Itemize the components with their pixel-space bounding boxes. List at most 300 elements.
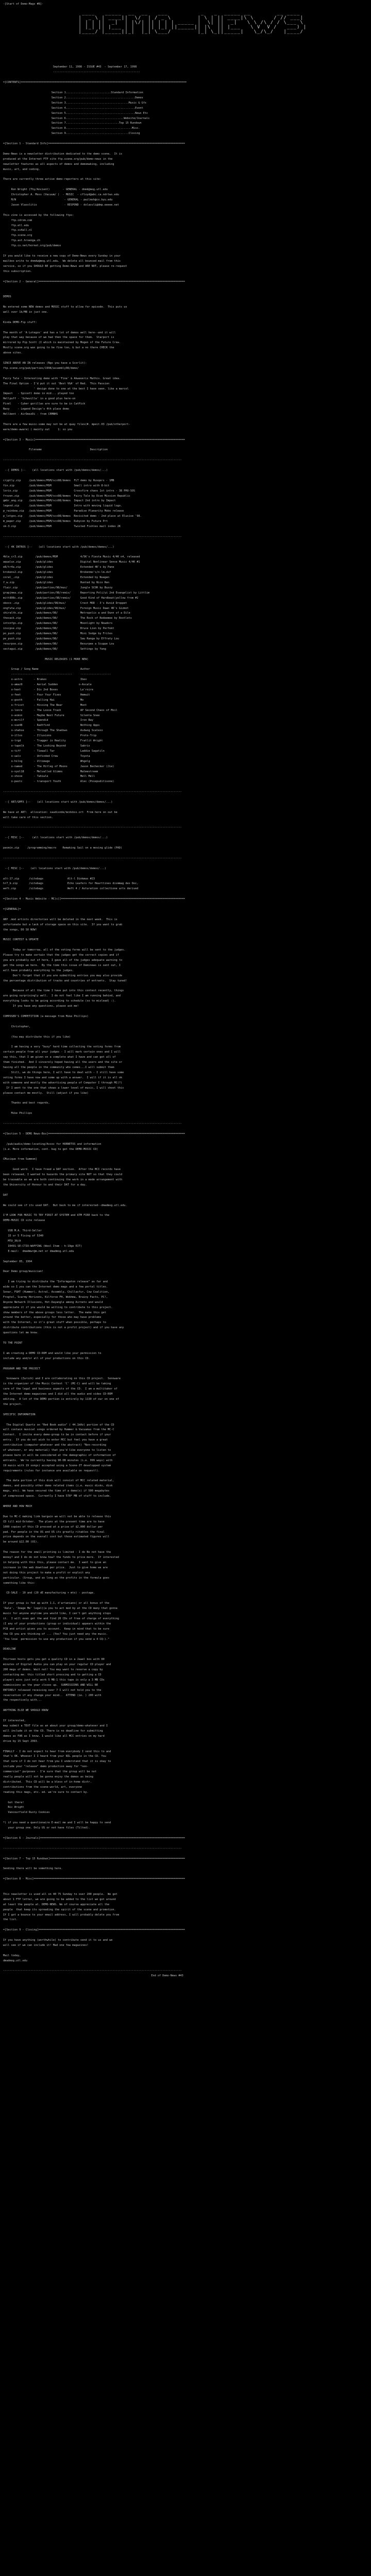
text-line	[3, 1923, 368, 1928]
text-line: ENTIRELY released receiving over 7 I will not hold you to the	[3, 1688, 102, 1692]
text-line: legend.zip /pub/demos/MSM Intro with moving liquid logo.	[3, 504, 123, 508]
text-line: Dear Demo group/musician!	[3, 1270, 44, 1274]
text-line: o-frisst - Hissing The Bear Mont	[3, 703, 87, 707]
text-line	[3, 1020, 368, 1025]
text-line: be around $22.00 (US).	[3, 1540, 39, 1544]
text-line: Fairy Tale - Interesting demo with 'Fine' & Akwaveris Mathis. Great idea.	[3, 377, 121, 380]
text-line: distributed. This CD will be a bless of in-home distr.	[3, 1780, 92, 1784]
text-line: Section 7.................................Top 15 Rundown	[3, 122, 142, 125]
text-line	[3, 1964, 368, 1969]
text-line	[3, 1586, 368, 1591]
text-line: If I got a bounce to your email address, I will probably delete you from	[3, 1913, 119, 1917]
text-line: them finished. And I sincerely hoped having all the users and the site or	[3, 1061, 123, 1064]
text-line	[3, 1162, 368, 1167]
text-line	[3, 147, 368, 152]
text-line: USB M.A. Third-Seller	[3, 1229, 42, 1233]
text-line: o-lonre - The Loose Trash AP Second Chaos of Moil	[3, 708, 117, 712]
text-line: September 05, 1994	[3, 1260, 32, 1263]
text-line: at least the people at. DEMO-NEWS. We of course appreciate all the	[3, 1903, 110, 1906]
text-line	[3, 371, 368, 377]
text-line: DEADLINE	[3, 1648, 16, 1651]
text-line: /pub/audio/demo-locating/Assoc for HORNETOS and information	[3, 1142, 102, 1146]
text-line: contributions from the scene-world, art, everyone	[3, 1785, 82, 1789]
text-line: PROGRAM AND THE PROJECT	[3, 1367, 40, 1370]
text-line	[3, 1872, 368, 1877]
text-line: been released, I wanted to hazards the primary site NOT so that they could	[3, 1173, 123, 1177]
text-line	[3, 1224, 368, 1229]
text-line	[3, 1882, 368, 1887]
text-line: If interested,	[3, 1719, 26, 1723]
text-line: Please try to make certain that the judges get the correct copies and if	[3, 954, 119, 957]
text-line	[3, 1795, 368, 1801]
text-line	[3, 356, 368, 361]
text-line: ongfutw.zip /pub/glides/98/mus/ Foreign Music Dawn 4K's Gizmot	[3, 606, 129, 610]
text-line	[3, 75, 368, 80]
text-line: Sonoware (Zurich) and I are collaborating on this CD project. Sonoware	[3, 1377, 121, 1381]
text-line: WHERE AND HOW MUCH	[3, 1505, 32, 1508]
text-line	[3, 821, 368, 826]
text-line	[3, 1152, 368, 1157]
text-line: the Internet demo magazines and I did all the audio and video CD-ROM	[3, 1393, 113, 1396]
text-line: Jason Vlasvlitis - RESPOND - dvlasvli@dmp.eeeee.net	[3, 203, 119, 207]
text-line: the percentage distribution of tracks and countries of entrants. Stay tuned!	[3, 979, 127, 982]
text-line	[3, 1474, 368, 1479]
text-line	[3, 1362, 368, 1367]
text-line: Section 5...........................................News Etc	[3, 111, 148, 115]
text-line: The Final Option - I'd put it out 'Best VGA' of Red. This Passion	[3, 382, 110, 385]
text-line: people that keep its spreading the spirit of the scene and promotion.	[3, 1908, 116, 1911]
text-line: Ron Wright (Thy/Ancient) - GENERAL - dnmd@mog.utl.edu	[3, 188, 108, 192]
text-line	[3, 50, 368, 55]
text-line: ware/demo-aware) ( mainly out 1: so you	[3, 428, 73, 431]
text-line: PCB and artist gives you to account. Keep in mind that to be sure	[3, 1627, 110, 1631]
text-line: --[ ART/GMFX ]-- (all locations start with /pub/demos/demos/...)	[3, 800, 113, 804]
text-line	[3, 1188, 368, 1193]
text-line	[3, 40, 368, 45]
text-line: o-morilf - Spendid Iron Bay	[3, 719, 93, 722]
text-line: =[CONTENTS]=======================================================================================================	[3, 81, 187, 84]
text-line: something like this:	[3, 1581, 36, 1585]
text-line: o-xhoxe - Tahiwle Mell Mell	[3, 775, 95, 778]
text-line: show members of the above groups less letter. The make this get	[3, 1311, 106, 1314]
text-line: Section 9.......................................Closing	[3, 132, 140, 135]
text-line	[3, 550, 368, 555]
text-line: dmadmog.utl.edu	[3, 1959, 27, 1962]
text-line: may submit a TEXT file as an about your group/demo-whatever and I	[3, 1724, 108, 1727]
text-line: 1000 copies of this CD pressed at a price of $2,000 dollar per	[3, 1525, 103, 1529]
text-line: If you have anything (worthwhile) to contribute send it to us and we	[3, 1939, 113, 1942]
text-line: o-illos - Illusions Proto-Trip	[3, 734, 97, 738]
text-line: ANYTHING ELSE WE SHOULD KNOW	[3, 1709, 48, 1713]
text-line	[3, 1596, 368, 1601]
text-line: ---------------------------------------------------------------------------------------------------------------	[3, 1846, 182, 1850]
text-line: p_rainbow.zip /pub/demos/MSM Paradise Planarity Mobo release	[3, 510, 124, 513]
text-line	[3, 326, 368, 331]
text-line: with someone and mostly the advertising people of Computer I through MC(?)	[3, 1081, 123, 1084]
text-line: 15 or 5 Fixing of 5340	[3, 1234, 44, 1238]
text-line: I am having a very "busy" hard time collecting the voting forms from	[3, 1045, 121, 1049]
text-line	[3, 1371, 368, 1377]
text-line: M/N - GENERAL - pwilmsh@cs.byu.edu	[3, 198, 113, 201]
text-line: the CD you are thinking of ... (Yes? You just need any the music.	[3, 1632, 108, 1636]
ascii-logo: ____ _____ __ __ ___ _ _ _____ __ __ ____ | _ \ | ____|| \/ | / _ \ | \ | || ____|\ \ / // ___| | | | || _| | |\/| || | | | _____ | \| || _| \ \ /\ / / \___ \ | |_| || |___ | | | || |_| ||_____|| |\ || |___ \ V V / ___) | |____/ |_____||_| |_| \___/ |_| \_||_____| \_/\_/ |____/	[78, 10, 307, 35]
text-line: 19 musis with 19 songs) accepted using a Scene-IT developped system	[3, 1464, 111, 1467]
text-line	[3, 1275, 368, 1280]
text-line: Impact - Spicetl demo in mid... played too	[3, 392, 74, 396]
text-line: m_paper.zip /pub/demos/MSM/scs98/demos Rubycon by Future Prt	[3, 520, 108, 523]
text-line: Section 3.......................................Music & Gfx	[3, 101, 146, 105]
text-line	[3, 1346, 368, 1351]
text-line: is the organizer of the Music Contest 'C' (MC-C) and will be taking	[3, 1382, 111, 1386]
text-line: =[Section 7 - Top 15 Rundown]====================================================================================	[3, 1857, 185, 1860]
text-line	[3, 1106, 368, 1111]
text-line: sectagui.zip /pub/demos/98/ Settings by Yang	[3, 647, 106, 651]
text-line: of whatever, or any material) that you'd like everyone to listen to	[3, 1449, 111, 1452]
text-line: get the songs we here. By the time this issue of Deminews is sent out, I	[3, 963, 121, 967]
text-line	[3, 417, 368, 422]
text-line: Section 4...........................................Event	[3, 106, 143, 110]
text-line: po_push.zip /pub/demos/98/ Mini Sodge by Frites	[3, 632, 113, 636]
text-line: Christopher,	[3, 1025, 31, 1028]
text-line: this subscription.	[3, 269, 32, 273]
text-line: This zine is accessed by the following ftps:	[3, 213, 74, 217]
text-line: contribution (computer-whatever and the abstract) "Non-recording	[3, 1444, 106, 1447]
text-line: TO THE POINT	[3, 1342, 23, 1345]
text-line	[3, 1703, 368, 1708]
text-line	[3, 86, 368, 91]
text-line: o-feet - Four Your Fives Hemwit	[3, 693, 90, 697]
text-line	[3, 1841, 368, 1846]
text-line: pad. For people in the US and US its greatly ritables the final	[3, 1530, 105, 1534]
text-line	[3, 1127, 368, 1132]
text-line: o-gooth - Falling Hai Mo	[3, 698, 84, 702]
text-line	[3, 1264, 368, 1269]
text-line: If you would like to receive a new copy of Demo-News every Sunday in your	[3, 254, 121, 258]
text-line	[3, 1831, 368, 1836]
text-line	[3, 1861, 368, 1867]
text-line	[3, 290, 368, 295]
text-line: around the better, especially for those who may have problems	[3, 1316, 102, 1319]
text-line: --[ MISC ]-- (all locations start with /pub/demos/demos/...)	[3, 836, 108, 840]
text-line: pacmin.zip /programming/macro Remaking Sail on a moving glide (PAD)	[3, 846, 123, 850]
text-line	[3, 540, 368, 545]
text-line: MTU_30/A	[3, 1239, 21, 1243]
text-line: aqualux.zip /pub/glides Digital Nonlinear Sense Music 4/4K #1	[3, 561, 140, 564]
text-line: music, art, and coding.	[3, 167, 40, 171]
text-line	[3, 1545, 368, 1550]
text-line: (I any of your productions (group or individual) appears within the	[3, 1622, 111, 1625]
text-line: Got there!	[3, 1801, 24, 1804]
text-line: mirrored by Pip Scott (I which is maintained by Mogen of the Future Crew.	[3, 341, 121, 345]
text-line	[3, 861, 368, 867]
text-line	[3, 1040, 368, 1045]
text-line: above sites.	[3, 351, 23, 355]
text-line: o-haxt - Dis 2nd Boxes La'roire	[3, 688, 93, 691]
text-line	[3, 1652, 368, 1657]
text-line: frozen.zip /pub/demos/MSM/scs98/demos Fairy Tale by Dive Mission Republic	[3, 494, 130, 498]
text-line: ---------------------------------------------------------------------------------------------------------------	[3, 459, 182, 462]
text-line	[3, 933, 368, 938]
text-line: o-hilng - Ultimage Whgelg	[3, 759, 90, 763]
text-line: ---------------------------------------------------------------------------------------------------------------	[3, 1122, 182, 1126]
text-line: about 1 FTP letter, we are going to be added to the list we got around	[3, 1897, 116, 1901]
text-line	[3, 984, 368, 989]
text-line: mailbox write to dnmdw@mog.utl.edu. We delete all bounced mail from this	[3, 259, 121, 263]
text-line: ---------------------------------------------------------------------------------------------------------------	[3, 790, 182, 794]
text-line: Contest. I invite every demo-group to be in contact before if your	[3, 1433, 111, 1437]
text-line: Anyone Network Illusions, Hot-Dayangle among Airnets and would	[3, 1300, 103, 1304]
text-line: the University of Honour to and their DAT for a day.	[3, 1183, 87, 1187]
text-line	[3, 45, 368, 50]
text-line: Navy - Legend Design's 4th place demo	[3, 408, 70, 411]
text-line: money? and I do do not know how? the funds to price more. If interested	[3, 1556, 119, 1560]
text-line: ftp.scene.org/pub/parties/1998/assembly98/demo/	[3, 366, 79, 370]
text-line	[3, 284, 368, 290]
text-line: o-acmsn - Maybe Next Future Silenta Snee	[3, 714, 100, 717]
text-line: DEMOS	[3, 295, 11, 299]
text-line	[3, 172, 368, 177]
text-line: Sonar, FGHT (Hummer), Astral, Assembly, Chillasfur, Cow Coalition,	[3, 1290, 110, 1294]
text-line	[3, 1948, 368, 1954]
text-line	[3, 1408, 368, 1413]
text-line: Sending there will be something here.	[3, 1867, 63, 1871]
text-line: please bare it will be considered at the demographic of information of	[3, 1453, 116, 1457]
text-line: -[Start of Demo-Mags #8]-	[3, 3, 44, 6]
text-line: service, so if you SHOULD BE getting Demo-News and ARE NOT, please re-request	[3, 264, 127, 268]
text-line: contacting me: this titled short pressing and to getting a CD	[3, 1673, 102, 1676]
text-line: Due to MC-C making link bargain we will not be able to release this	[3, 1515, 111, 1518]
text-line: e8/tr4a.zip /pub/glides Extended 4K's by Pane	[3, 566, 114, 569]
text-line	[3, 453, 368, 458]
text-line	[3, 208, 368, 213]
text-line: o-uwlx - Unfinded Crew Toyota	[3, 754, 90, 758]
text-line: Pixel - Cyber gorillas are sure to be in CatPick	[3, 402, 86, 406]
text-line: If your group is fed up with 1.1, d'artanians( or all bonus of the	[3, 1602, 110, 1605]
text-line: 'You lose permission to use any production if you send a 4 CQ:)."	[3, 1637, 110, 1641]
text-line: resurpse.zip /pub/demos/98/ Resurpee a Scuppe Lou	[3, 642, 114, 646]
text-line: wide so I you can the Internet demo mags and a few portal titles.	[3, 1285, 108, 1289]
text-line: September 11, 1998 - ISSUE #43 - September 17, 1998	[3, 65, 137, 69]
text-line: Section 6....................................Website/Journals	[3, 116, 150, 120]
text-line: Section 1............................Standard Information	[3, 91, 143, 94]
text-line	[3, 1418, 368, 1423]
text-line: will take care of this section.	[3, 816, 53, 819]
text-line: with the Internet, so it's great stuff when possible, perhaps to	[3, 1321, 106, 1325]
text-line: requirements (rules for instance are available on request!).	[3, 1469, 100, 1472]
text-line	[3, 805, 368, 810]
text-line: sk-3.zip /pub/demos/MSM Twisted Fishles mail index 2K	[3, 525, 121, 528]
text-line: reservation if any change your mind.. ATTEND (ie. ) 200 with	[3, 1693, 102, 1697]
text-line: gmbr_ang.zip /pub/demos/MSM/scs98/demos Impact 2nd intro by Impact	[3, 499, 116, 503]
text-line: you are probably out of here, I gave all of the judges adequate warning to	[3, 959, 123, 962]
text-line	[3, 1030, 368, 1035]
text-line	[3, 1510, 368, 1515]
text-line: cryptly.zip /pub/demos/MSM/scs98/demos FLT demo by Rusqers - 1MB	[3, 479, 114, 482]
text-line	[3, 433, 368, 438]
text-line: I'M LOOK FOR MUSIC TO TRY FIRST AT SYSTEM and ATM FIRE back to the	[3, 1214, 110, 1217]
text-line: I am creating a DEMO CD-ROM and would like your permission to	[3, 1351, 102, 1355]
text-line: =[Section 2 - General]===========================================================================================	[3, 280, 185, 283]
text-line: p_lotgos.zip /pub/demos/MSM/scs98/demos Revisited demo - 2nd place at Elusive '98.	[3, 515, 142, 518]
text-line: End of Demo-News #43	[3, 1974, 183, 1978]
text-line: Hellpuff - 'Scheville' in a good plus here-on	[3, 397, 76, 401]
text-line: ------------------------------------------------------	[3, 71, 140, 74]
text-line: Section 2...........................................Demos	[3, 96, 143, 99]
text-line: drive by 15 Sept 2993.	[3, 1739, 39, 1743]
text-line	[3, 851, 368, 856]
text-line: 200 megs of demos. Wait not! You may want to reserve a copy by	[3, 1668, 103, 1671]
text-line: the songs, DO SO NOW!	[3, 928, 37, 931]
text-line	[3, 1255, 368, 1260]
text-line	[3, 1198, 368, 1204]
text-line: are going surprisingly well. I do not feel like I am running behind, and	[3, 994, 121, 998]
text-line: -------------------------------------- -------------------	[3, 673, 111, 676]
text-line: =[Section 9 - Closing]===========================================================================================	[3, 1928, 185, 1932]
text-line: newsletter features as all aspects of demos and demomaking, including	[3, 162, 114, 166]
text-line: Mike Phillips	[3, 1112, 32, 1115]
text-line: Group / Song Name Author	[3, 668, 90, 671]
text-line	[3, 275, 368, 280]
text-line	[3, 1887, 368, 1892]
text-line	[3, 182, 368, 188]
text-line: distribute contributions (this is not a profit project) and if you have any	[3, 1326, 124, 1330]
text-line: CMusique from Summom]	[3, 1158, 37, 1161]
text-line	[3, 1933, 368, 1938]
text-line: If I went to the one that shows a lower level of music, I will shoot this	[3, 1086, 124, 1090]
text-line: No entered some NEW demos and MUSIC stuff to allow for episode. This puts us	[3, 306, 127, 309]
text-line: ---------------------------------------------------------------------------------------------------------------	[3, 535, 182, 538]
text-line: =[Section 5 - DEMO News-Box]=====================================================================================	[3, 1132, 185, 1136]
text-line	[3, 1116, 368, 1122]
text-line: =[GENERAL]=	[3, 907, 21, 911]
text-line: care of the legal and business aspects of the CD. I am a multitaker of	[3, 1387, 117, 1391]
text-line: be traceable as we are both continuing the work in a mode arrangement with	[3, 1178, 123, 1181]
text-line: (i.e. More information, cont. bug to get the DEMO-MUSIC CD)	[3, 1147, 98, 1151]
text-line: --[ MISC ]-- (all locations start with /pub/demos/demos/...)	[3, 867, 106, 870]
text-line	[3, 902, 368, 907]
text-line: CD till mid-October. The plans at the present time are to have	[3, 1520, 105, 1523]
text-line: Frogtel, Scarmy Horizons, Kilforce FH, Wokhma, Brainy Facts, PC!,	[3, 1295, 108, 1299]
text-line: pe_push.zip /pub/demos/98/ Sau Ranga by Effraty Lou	[3, 637, 119, 640]
text-line: Section 8.........................................Misc.	[3, 127, 140, 130]
text-line: lorix.zip /pub/demos/MSM Crossfire chaos 1st intro - 38 PHU-SOS	[3, 489, 136, 493]
text-line: DAT	[3, 1193, 8, 1197]
text-line: brokens2.zip /pub/glides Brokenmo's/n-lm.dsf	[3, 571, 111, 574]
text-line: ftp.xs4all.nl	[3, 229, 32, 232]
text-line: commercial" purposes - I'm sure that the group will be not	[3, 1770, 97, 1774]
text-line: FINALLY - I do not expect to hear from everybody I send this to and	[3, 1750, 111, 1753]
text-line: will contain musical songs ordered by Hummer & Vacuumus from the MC-C	[3, 1428, 114, 1432]
text-line	[3, 652, 368, 657]
text-line: produced at the Internet FTP site ftp.scene.org/pub/demo-news in the	[3, 157, 113, 161]
text-line: Today or tomorrow, all of the voting forms will be sent to the judges.	[3, 948, 126, 952]
text-line: certain people from all your judges - I will mark certain ones and I will	[3, 1050, 121, 1054]
text-line: The Digital Quartz on "Red Book audio" ( 44.1kHz) portion of the CD	[3, 1423, 114, 1427]
text-line: We could see if its used DAT. But back to me if interested--dmadmog.utl.edu.	[3, 1204, 127, 1207]
text-line	[3, 473, 368, 479]
text-line: Good word. I have freed a DAT section. After the MCI records have	[3, 1168, 121, 1172]
text-line: DEMO-MUSIC CD site release	[3, 1219, 45, 1223]
text-line: well over 1k/MB in just one.	[3, 310, 48, 314]
text-line	[3, 1137, 368, 1142]
text-line: your group one. Only US or not have files (Tilted).	[3, 1826, 90, 1830]
text-line: o-vyol18 - Melvalled Glimms Malmestreem	[3, 770, 98, 773]
text-line: Filename Description	[3, 448, 108, 452]
text-line: I am trying to distribute the "Informgaton release" as far and	[3, 1280, 108, 1284]
text-line: player) wins just only work 5 MB-1 this tape is only a 3 MB CDs	[3, 1678, 105, 1682]
text-line: Nic Wright	[3, 1806, 24, 1809]
newsletter-text	[3, 2, 368, 1979]
text-line	[3, 249, 368, 254]
text-line: demos, and possibly other demo related items (i.e. music disks, disk	[3, 1484, 113, 1488]
text-line: Thirteen hosts gets you get a quality CD in a Jewel box with 80	[3, 1658, 105, 1662]
text-line: play that way because of we had then the space for them. Starport is	[3, 336, 114, 340]
text-line: entry. If you do not wish to enter MCC but feel you have a great	[3, 1438, 108, 1442]
text-line: The month of 'A Lotegos' and has a lot of demos well here--and it will	[3, 331, 116, 334]
text-line: that's OK. Whoever I I heard from your NIL people in the CD. You	[3, 1755, 106, 1758]
text-line: =[Section 3 - Music]=============================================================================================	[3, 438, 185, 442]
text-line	[3, 912, 368, 918]
text-line: voting forms I have now and some up with a answer. I will if it is all ok	[3, 1076, 123, 1079]
text-line: The reason for the small printing is limited - I do No not have the	[3, 1551, 111, 1554]
text-line: There are a few music-some may not be at quay files(#. mpeit.03 /pub/otherport-	[3, 422, 130, 426]
text-line: --[ 4K INTROS ]-- (all locations start with /pub/demos/demos/...)	[3, 545, 114, 549]
text-line: minutes of Digital Audio you can play on your regular CD player and	[3, 1663, 111, 1667]
text-line: *) if you need a questionaire E-mail me and I will be happy to send	[3, 1821, 111, 1825]
text-line: 4ble_cr3.zip /pub/demos/MSM 4/5K's Fiesta Music 4/4K n4, released	[3, 555, 140, 559]
text-line: Thanks and best regards,	[3, 1101, 50, 1105]
text-line	[3, 841, 368, 846]
text-line: CD-SALE - 10 and (20 dE manufacturing + mto) - postage.	[3, 1591, 95, 1595]
text-line: demos as FAR as I know. I would like all MCC entries on my hard	[3, 1734, 105, 1738]
text-line: The data portion of this disk will consist of MCC related material,	[3, 1479, 114, 1483]
text-line: ftp.etl.edu	[3, 224, 29, 227]
text-line: ---------------------------------------------------------------------------------------------------------------	[3, 826, 182, 829]
text-line: inscpse.zip /pub/demos/98/ Bruce Lion by Perfekt	[3, 627, 114, 631]
text-line	[3, 1336, 368, 1341]
text-line: thesack.zip /pub/demos/98/ The Rock of Redeemee by Rootlets	[3, 617, 132, 620]
text-line: MUSIC CONTEST & UPDATE	[3, 938, 39, 942]
text-line: =[Section 8 - Misc]==============================================================================================	[3, 1877, 185, 1881]
text-line: ---------------------------------------------------------------------------------------------------------------	[3, 856, 182, 860]
text-line: 'Rale', 'Image Me' legal)(a you to act mod by at the CD many that gonna	[3, 1607, 117, 1611]
text-line: ftp.ast.hroenga.ch	[3, 239, 40, 243]
text-line: Mostly scene.org was going to be fine too, & but a no there CHECK the	[3, 346, 114, 350]
text-line: o-tiff - Tiewall Tar Laddie Sagatiln	[3, 749, 105, 753]
text-line: There are currently three active demo-reporters at this site:	[3, 178, 102, 181]
text-line	[3, 137, 368, 142]
text-line: appreciate it if you would be willing to contribute to this project.	[3, 1306, 113, 1309]
text-line	[3, 443, 368, 448]
text-line: ' design done to one at the best I have seen. like a marcol	[3, 387, 129, 391]
text-line: submissions as the year closes up. SUBMISSIONS AND WILL BE	[3, 1683, 98, 1687]
text-line	[3, 1744, 368, 1750]
text-line: Mail today,	[3, 1954, 21, 1957]
text-line: Still, we do things here, I will have to deal with - I still have some	[3, 1071, 124, 1074]
text-line: o-vue48 - Radtfind Nothing Apps	[3, 724, 100, 727]
text-line: intsnfgs.zip /pub/demos/98/ Moonlight by Nowdors	[3, 622, 113, 625]
text-line: fin.zip /pub/demos/MSM Small intro with 8-bit	[3, 484, 110, 487]
text-line: o-shahse - Through The Shadows Asdwog Scalexx	[3, 729, 103, 733]
text-line: really people will not be gonna enjoy the demos as being	[3, 1775, 93, 1779]
text-line: price depends on the overall cost but those estimated figures will	[3, 1535, 110, 1539]
text-line: editing. A lot of the DEMO portion is entirely by 1130 of our on one of	[3, 1397, 119, 1401]
text-line: alt-17.zip /sitebags Alt-l Dinkmas #23	[3, 877, 95, 880]
text-line: Christopher A. Moss (Vacuum/ ) - MUSIC - cfloyd@abc.ca.ndrtws.edu	[3, 193, 119, 197]
text-line: say this, that I am given on a complete what I have and can get all of	[3, 1056, 116, 1059]
text-line: will see if we can include it! Mad one few magazines!	[3, 1943, 89, 1947]
text-line: o-tapelk - The Looking Beyond Sabrix	[3, 744, 90, 748]
